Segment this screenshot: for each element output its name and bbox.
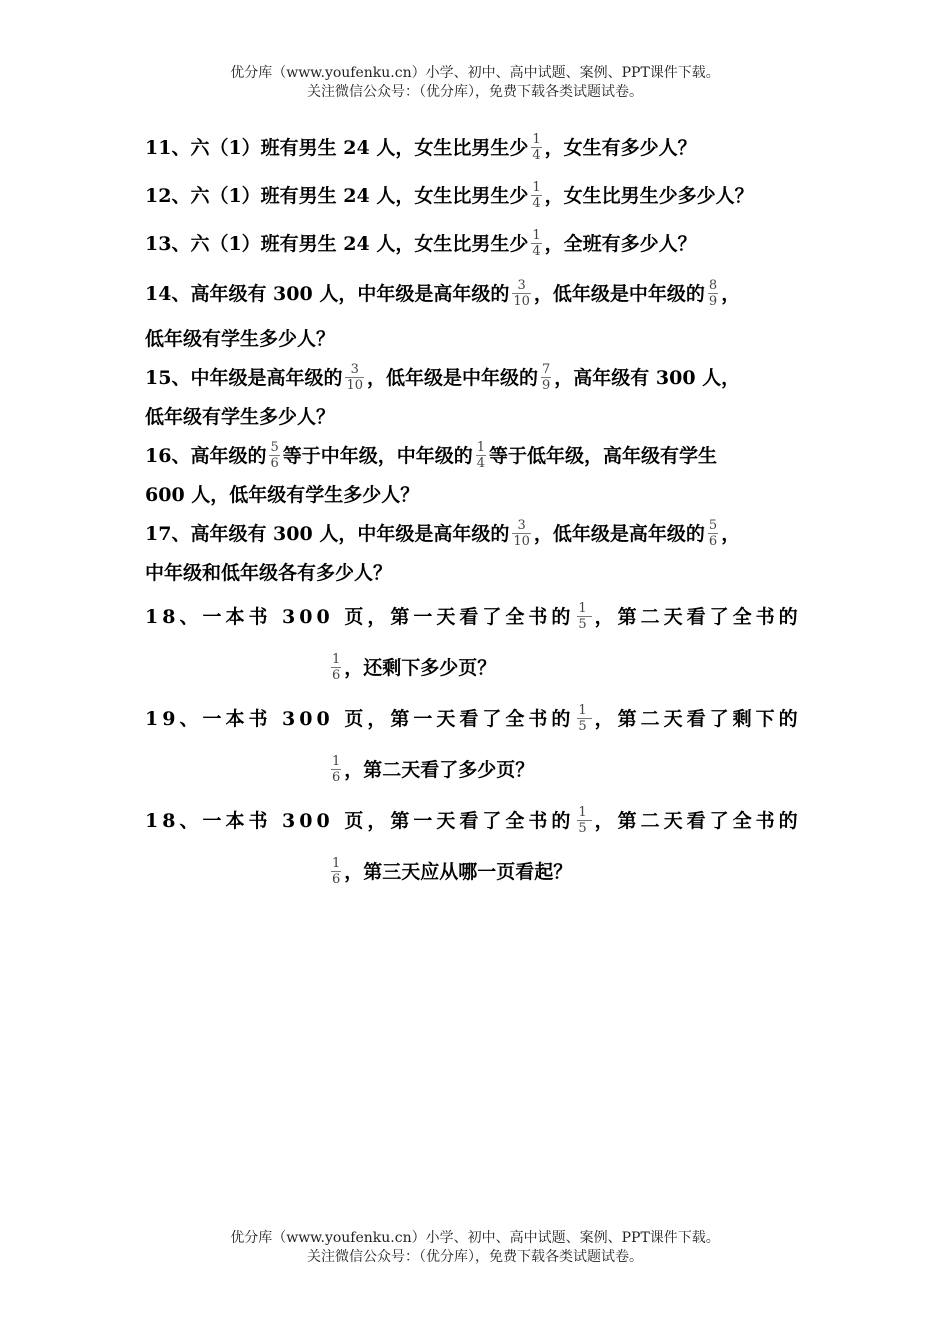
question-11: 11、六（1）班有男生 24 人，女生比男生少 $\frac{1}{4}$ ，女生有多少人？ (145, 131, 697, 163)
question-18-repeat-cont: $\frac{1}{6}$ ，第三天应从哪一页看起？ (332, 855, 573, 887)
question-17: 17、高年级有 300 人，中年级是高年级的 $\frac{3}{10}$ ，低年级是高年级的 $\frac{5}{6}$ ， (145, 517, 741, 549)
question-19-cont: $\frac{1}{6}$ ，第二天看了多少页？ (332, 753, 535, 785)
fraction: $\frac{1}{4}$ (476, 439, 486, 471)
fraction: $\frac{3}{10}$ (513, 517, 530, 549)
question-15: 15、中年级是高年级的 $\frac{3}{10}$ ，低年级是中年级的 $\frac{7}{9}$ ，高年级有 300 人， (145, 361, 741, 393)
page-footer (0, 1229, 950, 1267)
question-list (145, 124, 825, 898)
question-19: 19、一本书 300 页，第一天看了全书的 $\frac{1}{5}$ ，第二天看了剩下的 (145, 702, 802, 734)
fraction: $\frac{3}{10}$ (346, 361, 363, 393)
page-header (0, 64, 950, 102)
header-line-1: 优分库（www.youfenku.cn）小学、初中、高中试题、案例、PPT课件下载。 (230, 65, 720, 81)
header-line-2: 关注微信公众号：（优分库），免费下载各类试题试卷。 (307, 84, 643, 100)
question-18: 18、一本书 300 页，第一天看了全书的 $\frac{1}{5}$ ，第二天看了全书的 (145, 600, 802, 632)
fraction: $\frac{1}{5}$ (578, 600, 591, 632)
fraction: $\frac{7}{9}$ (542, 361, 551, 393)
fraction: $\frac{8}{9}$ (708, 277, 718, 309)
fraction: $\frac{3}{10}$ (513, 277, 530, 309)
question-13: 13、六（1）班有男生 24 人，女生比男生少 $\frac{1}{4}$ ，全班有多少人？ (145, 227, 697, 259)
fraction: $\frac{1}{4}$ (532, 131, 541, 163)
question-18-repeat: 18、一本书 300 页，第一天看了全书的 $\frac{1}{5}$ ，第二天看了全书的 (145, 804, 802, 836)
fraction: $\frac{1}{4}$ (532, 227, 541, 259)
fraction: $\frac{1}{6}$ (332, 855, 341, 887)
fraction: $\frac{1}{6}$ (332, 753, 341, 785)
question-16: 16、高年级的 $\frac{5}{6}$ 等于中年级，中年级的 $\frac{1}{4}$ 等于低年级，高年级有学生 (145, 439, 718, 471)
fraction: $\frac{1}{4}$ (532, 179, 541, 211)
question-16-cont: 600 人，低年级有学生多少人？ (145, 484, 420, 506)
fraction: $\frac{5}{6}$ (270, 439, 279, 471)
footer-line-2: 关注微信公众号：（优分库），免费下载各类试题试卷。 (307, 1249, 643, 1265)
fraction: $\frac{1}{6}$ (332, 651, 341, 683)
question-15-cont: 低年级有学生多少人？ (145, 406, 336, 428)
question-14-cont: 低年级有学生多少人？ (145, 328, 336, 350)
question-12: 12、六（1）班有男生 24 人，女生比男生少 $\frac{1}{4}$ ，女生比男生少多少人？ (145, 179, 754, 211)
fraction: $\frac{1}{5}$ (578, 804, 591, 836)
question-17-cont: 中年级和低年级各有多少人？ (145, 562, 393, 584)
question-14: 14、高年级有 300 人，中年级是高年级的 $\frac{3}{10}$ ，低年级是中年级的 $\frac{8}{9}$ ， (145, 277, 741, 309)
footer-line-1: 优分库（www.youfenku.cn）小学、初中、高中试题、案例、PPT课件下载。 (230, 1230, 720, 1246)
fraction: $\frac{5}{6}$ (708, 517, 718, 549)
question-18-cont: $\frac{1}{6}$ ，还剩下多少页？ (332, 651, 497, 683)
fraction: $\frac{1}{5}$ (578, 702, 591, 734)
